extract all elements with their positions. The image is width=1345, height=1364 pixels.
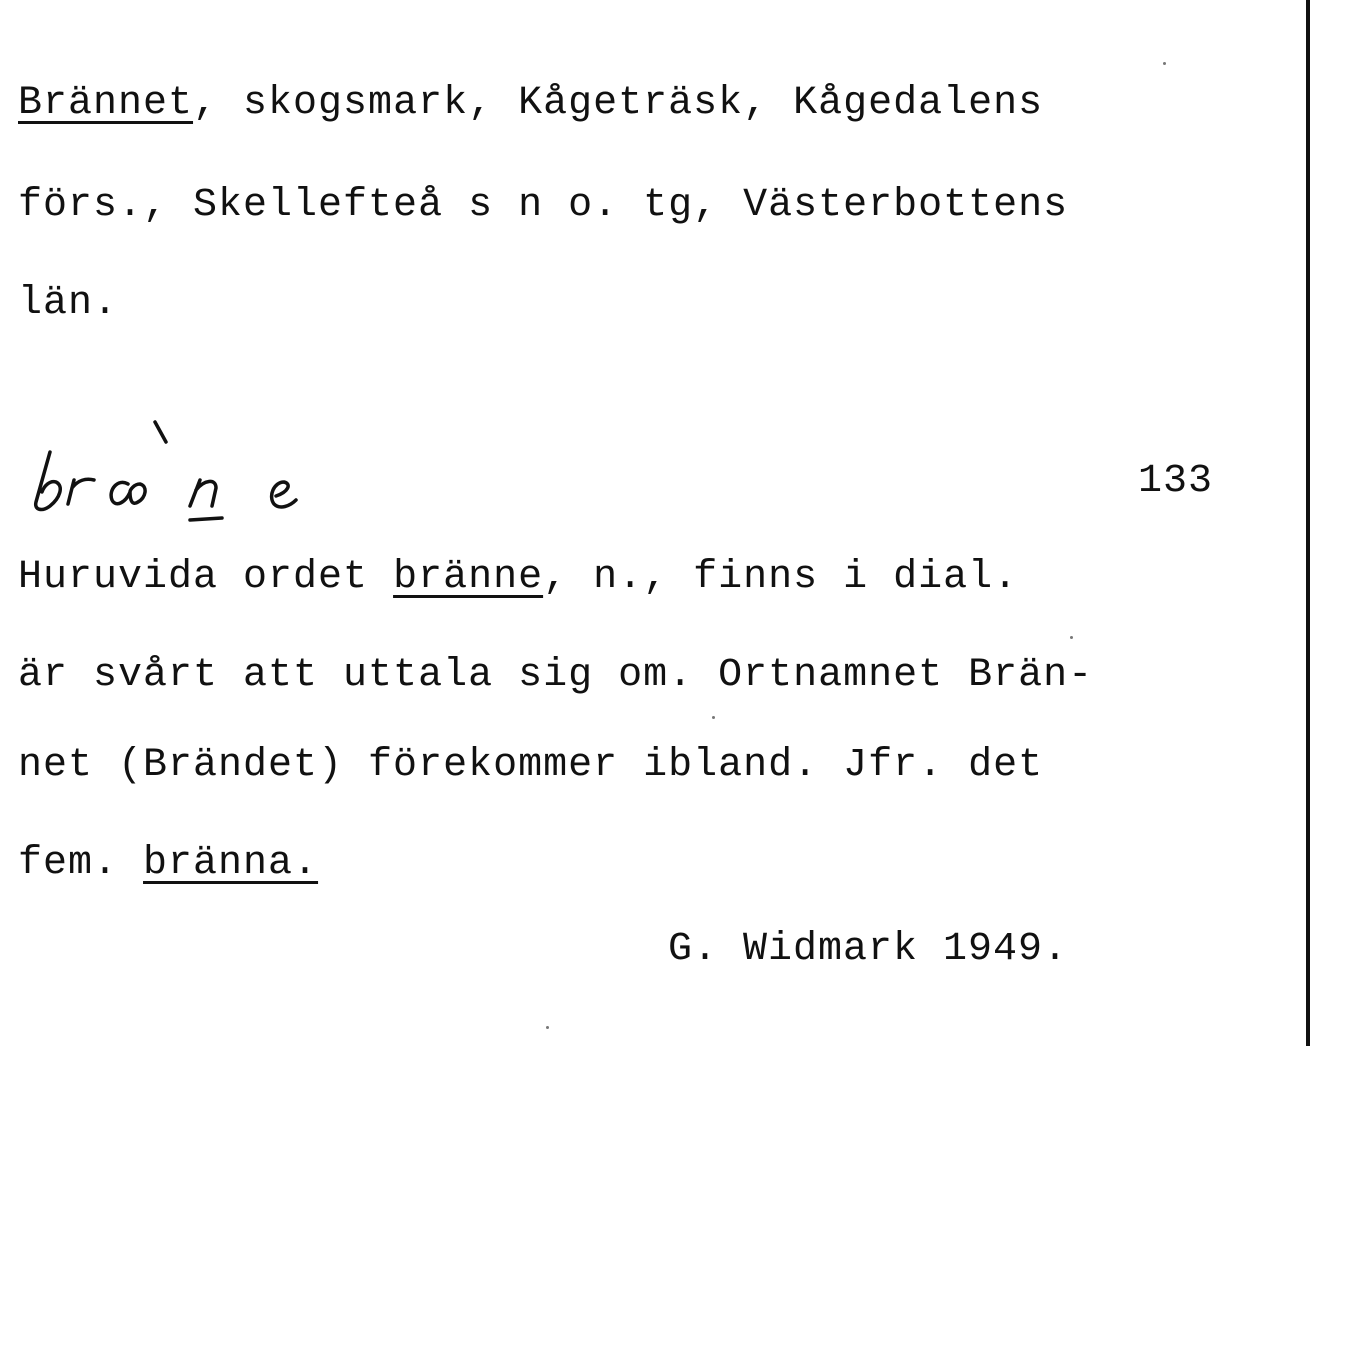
card-edge-line bbox=[1306, 0, 1310, 1046]
entry-line-1-rest: , skogsmark, Kågeträsk, Kågedalens bbox=[193, 81, 1044, 126]
entry-line-1 bbox=[18, 81, 1044, 126]
commentary-line-1-end: , n., finns i dial. bbox=[543, 555, 1019, 600]
headword: Brännet bbox=[18, 81, 194, 126]
commentary-line-4-start: fem. bbox=[18, 841, 144, 886]
entry-line-2: förs., Skellefteå s n o. tg, Västerbottens bbox=[18, 183, 1069, 228]
word-branna: bränna. bbox=[143, 841, 319, 886]
commentary-line-4 bbox=[18, 841, 319, 886]
commentary-line-1 bbox=[18, 555, 1019, 600]
handwritten-pronunciation bbox=[30, 420, 330, 530]
scan-speck bbox=[1070, 636, 1073, 639]
commentary-line-2: är svårt att uttala sig om. Ortnamnet Brän- bbox=[18, 653, 1094, 698]
pron-accent-mark bbox=[155, 422, 166, 442]
word-branne: bränne bbox=[393, 555, 544, 600]
scan-speck bbox=[712, 716, 715, 719]
scan-speck bbox=[1163, 62, 1166, 65]
commentary-line-1-start: Huruvida ordet bbox=[18, 555, 394, 600]
page-number: 133 bbox=[1138, 459, 1214, 504]
entry-line-3: län. bbox=[18, 281, 119, 326]
commentary-line-3: net (Brändet) förekommer ibland. Jfr. det bbox=[18, 743, 1044, 788]
signature: G. Widmark 1949. bbox=[668, 927, 1069, 972]
scan-speck bbox=[546, 1026, 549, 1029]
